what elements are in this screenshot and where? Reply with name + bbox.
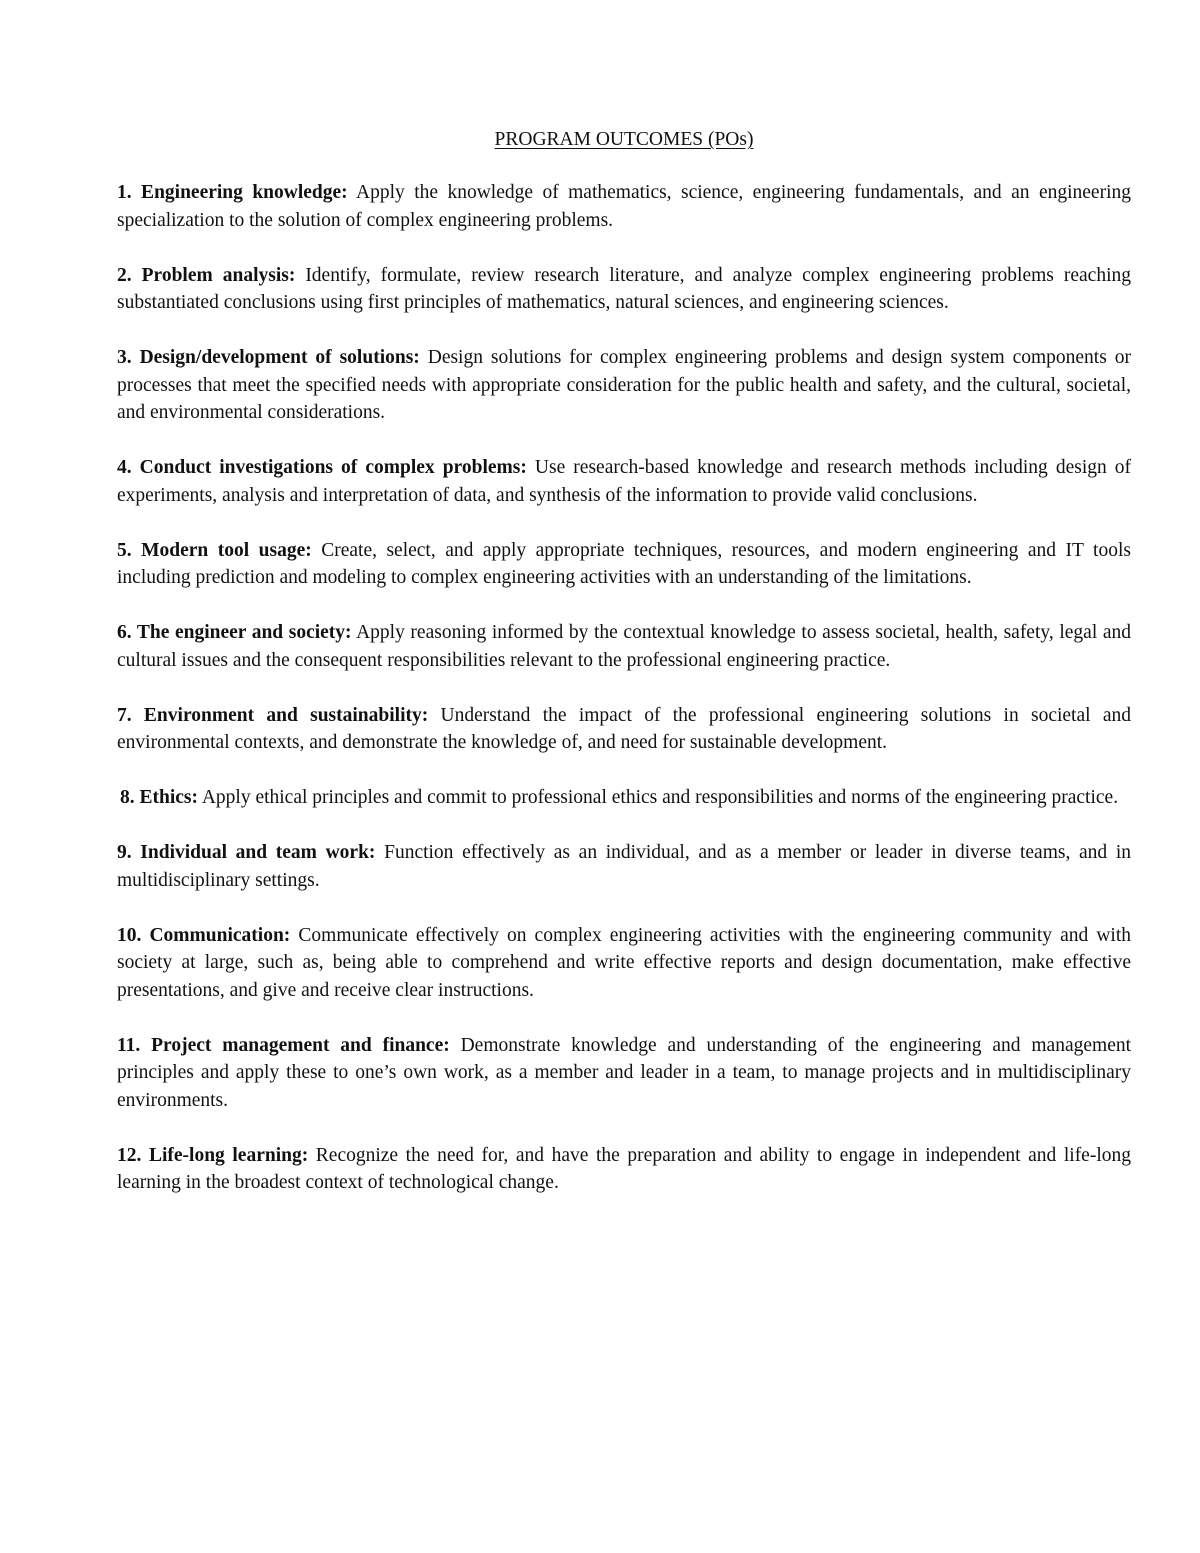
- outcome-heading: 2. Problem analysis:: [117, 264, 296, 286]
- outcome-text: Understand the impact of the professional engineering solutions in societal and environmental contexts, and demonstrate the knowledge of, and need for sustainable development.: [117, 704, 1131, 753]
- outcome-12: [117, 1142, 1131, 1197]
- outcome-heading: 7. Environment and sustainability:: [117, 704, 429, 726]
- outcome-heading: 8. Ethics:: [120, 787, 198, 808]
- outcome-text: Function effectively as an individual, and as a member or leader in diverse teams, and in multidisciplinary settings.: [117, 842, 1131, 891]
- outcome-5: [117, 537, 1131, 592]
- outcome-8: [117, 784, 1131, 812]
- outcome-7: [117, 702, 1131, 757]
- outcome-text: Demonstrate knowledge and understanding of the engineering and management principles and apply these to one’s own work, as a member and leader in a team, to manage projects and in multidisciplinary environments.: [117, 1034, 1132, 1111]
- outcome-10: [117, 922, 1131, 1005]
- outcome-text: Identify, formulate, review research literature, and analyze complex engineering problems reaching substantiated conclusions using first principles of mathematics, natural sciences, and engineering sciences.: [117, 264, 1131, 313]
- document-page: [117, 126, 1131, 1224]
- outcome-text: Design solutions for complex engineering problems and design system components or processes that meet the specified needs with appropriate consideration for the public health and safety, and the cultural, societal, and environmental considerations.: [117, 347, 1131, 423]
- outcome-2: [117, 262, 1131, 317]
- outcome-heading: 11. Project management and finance:: [117, 1034, 450, 1056]
- outcome-text: Create, select, and apply appropriate techniques, resources, and modern engineering and IT tools including prediction and modeling to complex engineering activities with an understanding of the limitations.: [117, 539, 1131, 588]
- outcome-heading: 12. Life-long learning:: [117, 1144, 309, 1166]
- outcome-text: Recognize the need for, and have the preparation and ability to engage in independent and life-long learning in the broadest context of technological change.: [117, 1144, 1132, 1193]
- outcome-heading: 4. Conduct investigations of complex problems:: [117, 457, 527, 478]
- outcome-3: [117, 344, 1131, 427]
- outcome-heading: 10. Communication:: [117, 924, 291, 946]
- page-title: PROGRAM OUTCOMES (POs): [494, 129, 754, 150]
- outcome-heading: 3. Design/development of solutions:: [117, 347, 420, 368]
- outcome-heading: 5. Modern tool usage:: [117, 539, 312, 561]
- outcome-4: [117, 454, 1131, 509]
- outcome-11: [117, 1032, 1131, 1115]
- outcome-text: Apply ethical principles and commit to professional ethics and responsibilities and norms of the engineering practice.: [201, 787, 1119, 808]
- outcome-text: Use research-based knowledge and research methods including design of experiments, analysis and interpretation of data, and synthesis of the information to provide valid conclusions.: [117, 457, 1132, 506]
- outcome-heading: 9. Individual and team work:: [117, 842, 376, 863]
- outcome-9: [117, 839, 1131, 894]
- outcome-6: [117, 619, 1131, 674]
- outcome-text: Communicate effectively on complex engineering activities with the engineering community and with society at large, such as, being able to comprehend and write effective reports and design documentation, make effective presentations, and give and receive clear instructions.: [117, 924, 1131, 1001]
- outcome-heading: 1. Engineering knowledge:: [117, 182, 348, 203]
- outcome-text: Apply reasoning informed by the contextual knowledge to assess societal, health, safety, legal and cultural issues and the consequent responsibilities relevant to the professional engineering practice.: [117, 622, 1131, 671]
- outcome-heading: 6. The engineer and society:: [117, 622, 352, 643]
- outcome-text: Apply the knowledge of mathematics, science, engineering fundamentals, and an engineering specialization to the solution of complex engineering problems.: [117, 182, 1131, 231]
- outcome-1: [117, 179, 1131, 234]
